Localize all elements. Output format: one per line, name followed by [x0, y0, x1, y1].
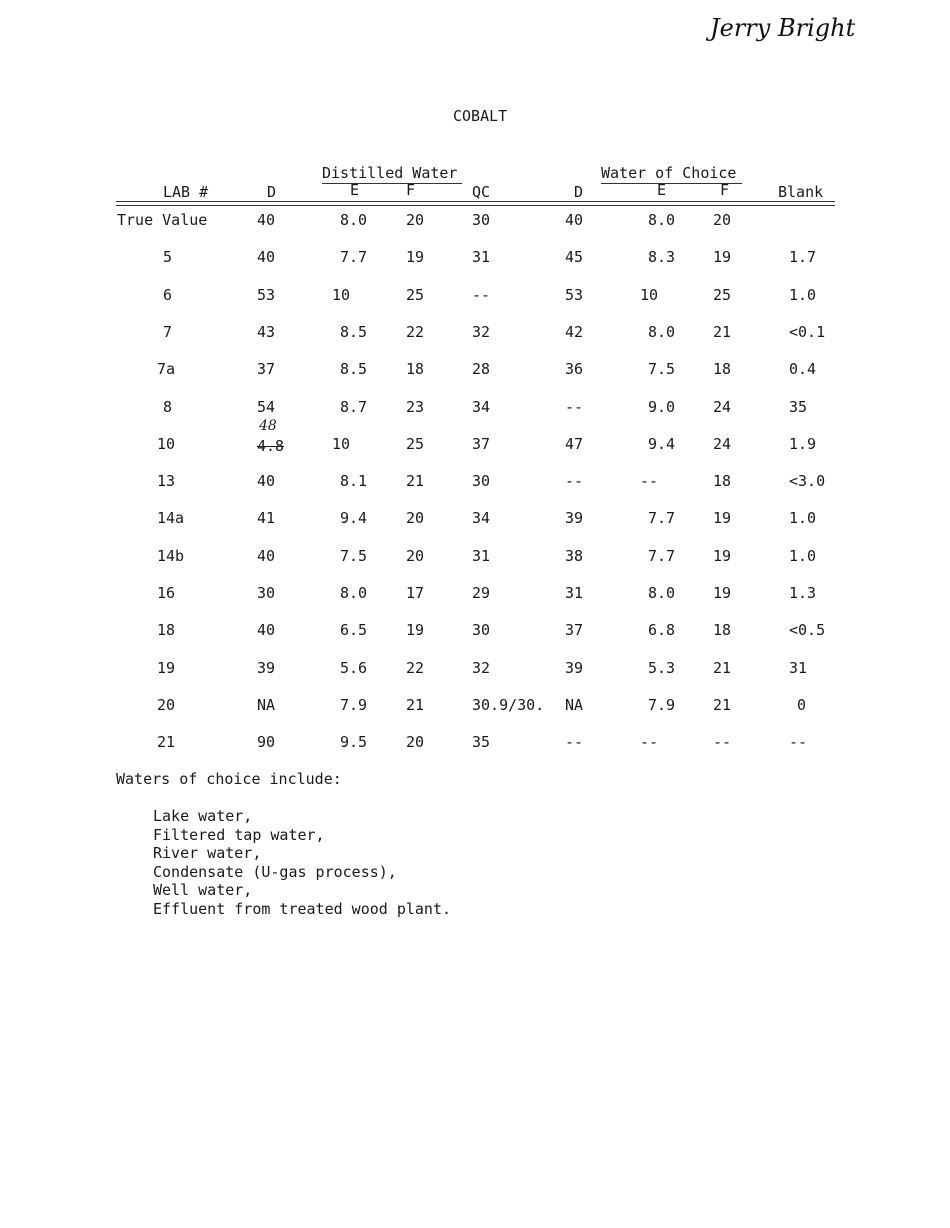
cell-choice-f: 24	[713, 398, 732, 416]
cell-distilled-f: 20	[406, 211, 425, 229]
cell-lab: 19	[157, 659, 176, 677]
cell-blank: 0.4	[789, 360, 817, 378]
cell-blank: 1.7	[789, 248, 817, 266]
cell-lab: 14b	[157, 547, 185, 565]
cell-blank: 0	[797, 696, 807, 714]
notes-list	[153, 807, 451, 918]
cell-choice-d: --	[565, 398, 584, 416]
handwritten-correction: 48	[259, 418, 277, 434]
cell-choice-e: 7.7	[648, 547, 676, 565]
cell-lab: 18	[157, 621, 176, 639]
cell-choice-e: 7.5	[648, 360, 676, 378]
cell-lab: 5	[163, 248, 173, 266]
cell-lab: 21	[157, 733, 176, 751]
col-header-blank: Blank	[778, 183, 824, 201]
cell-distilled-f: 19	[406, 621, 425, 639]
cell-distilled-e: 5.6	[340, 659, 368, 677]
cell-distilled-d: 4.8	[257, 437, 285, 455]
cell-qc: 32	[472, 659, 491, 677]
cell-choice-f: 20	[713, 211, 732, 229]
cell-lab: 8	[163, 398, 173, 416]
cell-distilled-d: 53	[257, 286, 276, 304]
cell-distilled-e: 10	[332, 435, 351, 453]
signature: Jerry Bright	[710, 14, 856, 42]
cell-choice-d: 31	[565, 584, 584, 602]
col-header-f2: F	[720, 181, 730, 199]
cell-distilled-d: 40	[257, 248, 276, 266]
cell-distilled-e: 10	[332, 286, 351, 304]
cell-choice-d: --	[565, 472, 584, 490]
cell-choice-f: 19	[713, 584, 732, 602]
cell-distilled-d: 90	[257, 733, 276, 751]
cell-blank: 31	[789, 659, 808, 677]
cell-choice-f: 18	[713, 360, 732, 378]
cell-distilled-d: 40	[257, 621, 276, 639]
cell-choice-e: 6.8	[648, 621, 676, 639]
cell-choice-f: 19	[713, 547, 732, 565]
cell-distilled-e: 6.5	[340, 621, 368, 639]
cell-choice-f: 19	[713, 509, 732, 527]
cell-qc: 30	[472, 211, 491, 229]
cell-distilled-f: 21	[406, 696, 425, 714]
group-header-distilled: Distilled Water	[322, 164, 458, 182]
cell-lab: 10	[157, 435, 176, 453]
cell-distilled-e: 7.9	[340, 696, 368, 714]
cell-qc: 30	[472, 621, 491, 639]
cell-distilled-f: 17	[406, 584, 425, 602]
cell-distilled-f: 18	[406, 360, 425, 378]
cell-qc: 34	[472, 509, 491, 527]
cell-distilled-f: 19	[406, 248, 425, 266]
cell-qc: --	[472, 286, 491, 304]
cell-choice-e: 8.3	[648, 248, 676, 266]
cell-distilled-d: 37	[257, 360, 276, 378]
cell-choice-f: 25	[713, 286, 732, 304]
cell-choice-e: 9.4	[648, 435, 676, 453]
cell-blank: 1.9	[789, 435, 817, 453]
cell-choice-e: 10	[640, 286, 659, 304]
cell-choice-e: 7.7	[648, 509, 676, 527]
col-header-qc: QC	[472, 183, 491, 201]
notes-heading: Waters of choice include:	[116, 770, 342, 788]
cell-choice-d: 39	[565, 509, 584, 527]
cell-distilled-d: 41	[257, 509, 276, 527]
cell-qc: 30	[472, 472, 491, 490]
cell-choice-f: --	[713, 733, 732, 751]
cell-choice-d: 37	[565, 621, 584, 639]
cell-blank: 1.0	[789, 286, 817, 304]
cell-distilled-e: 8.7	[340, 398, 368, 416]
cell-blank: --	[789, 733, 808, 751]
cell-choice-d: 38	[565, 547, 584, 565]
cell-choice-f: 21	[713, 696, 732, 714]
cell-choice-d: 47	[565, 435, 584, 453]
cell-choice-e: --	[640, 472, 659, 490]
cell-qc: 28	[472, 360, 491, 378]
cell-choice-f: 24	[713, 435, 732, 453]
cell-distilled-f: 25	[406, 435, 425, 453]
cell-choice-d: 40	[565, 211, 584, 229]
cell-qc: 34	[472, 398, 491, 416]
cell-distilled-e: 8.1	[340, 472, 368, 490]
cell-distilled-f: 25	[406, 286, 425, 304]
col-header-e1: E	[350, 181, 360, 199]
cell-qc: 30.9/30.	[472, 696, 545, 714]
cell-distilled-f: 20	[406, 733, 425, 751]
cell-choice-f: 21	[713, 659, 732, 677]
cell-distilled-d: NA	[257, 696, 276, 714]
cell-qc: 31	[472, 547, 491, 565]
cell-choice-e: 9.0	[648, 398, 676, 416]
col-header-f1: F	[406, 181, 416, 199]
cell-blank: 1.3	[789, 584, 817, 602]
page-title: COBALT	[453, 107, 508, 125]
cell-blank: <0.1	[789, 323, 826, 341]
cell-lab: 14a	[157, 509, 185, 527]
cell-distilled-d: 54	[257, 398, 276, 416]
cell-distilled-f: 20	[406, 509, 425, 527]
note-item: Condensate (U-gas process),	[153, 862, 397, 881]
cell-lab: 20	[157, 696, 176, 714]
cell-distilled-e: 8.5	[340, 360, 368, 378]
cell-distilled-d: 40	[257, 211, 276, 229]
cell-blank: 1.0	[789, 547, 817, 565]
group-header-choice: Water of Choice	[601, 164, 737, 182]
cell-choice-f: 21	[713, 323, 732, 341]
col-header-e2: E	[657, 181, 667, 199]
cell-lab: 7a	[157, 360, 176, 378]
cell-choice-d: 53	[565, 286, 584, 304]
cell-distilled-d: 30	[257, 584, 276, 602]
note-item: Effluent from treated wood plant.	[153, 899, 452, 918]
cell-distilled-d: 40	[257, 472, 276, 490]
cell-choice-f: 19	[713, 248, 732, 266]
cell-qc: 31	[472, 248, 491, 266]
cell-distilled-f: 20	[406, 547, 425, 565]
cell-lab: 16	[157, 584, 176, 602]
cell-distilled-f: 22	[406, 659, 425, 677]
cell-choice-d: 42	[565, 323, 584, 341]
cell-blank: 1.0	[789, 509, 817, 527]
cell-distilled-e: 9.4	[340, 509, 368, 527]
cell-choice-e: 8.0	[648, 584, 676, 602]
cell-distilled-e: 7.5	[340, 547, 368, 565]
cell-distilled-e: 8.0	[340, 584, 368, 602]
cell-blank: <3.0	[789, 472, 826, 490]
cell-lab: 6	[163, 286, 173, 304]
cell-lab: 7	[163, 323, 173, 341]
col-header-d2: D	[574, 183, 584, 201]
cell-qc: 29	[472, 584, 491, 602]
cell-choice-d: 36	[565, 360, 584, 378]
cell-choice-d: 45	[565, 248, 584, 266]
cell-distilled-e: 9.5	[340, 733, 368, 751]
cell-choice-e: --	[640, 733, 659, 751]
cell-qc: 37	[472, 435, 491, 453]
note-item: Filtered tap water,	[153, 825, 325, 844]
cell-distilled-d: 40	[257, 547, 276, 565]
cell-choice-e: 7.9	[648, 696, 676, 714]
cell-distilled-f: 22	[406, 323, 425, 341]
cell-choice-d: NA	[565, 696, 584, 714]
cell-choice-d: --	[565, 733, 584, 751]
header-double-rule	[116, 201, 835, 206]
cell-choice-f: 18	[713, 472, 732, 490]
cell-choice-e: 8.0	[648, 323, 676, 341]
cell-blank: <0.5	[789, 621, 826, 639]
cell-distilled-d: 39	[257, 659, 276, 677]
cell-distilled-f: 23	[406, 398, 425, 416]
cell-choice-d: 39	[565, 659, 584, 677]
note-item: Lake water,	[153, 807, 253, 825]
col-header-d1: D	[267, 183, 277, 201]
note-item: Well water,	[153, 881, 253, 899]
cell-choice-e: 5.3	[648, 659, 676, 677]
cell-blank: 35	[789, 398, 808, 416]
cell-lab: 13	[157, 472, 176, 490]
col-header-lab: LAB #	[163, 183, 209, 201]
cell-qc: 35	[472, 733, 491, 751]
cell-distilled-e: 8.5	[340, 323, 368, 341]
note-item: River water,	[153, 844, 262, 862]
group-underline-distilled	[322, 183, 462, 184]
cell-choice-f: 18	[713, 621, 732, 639]
cell-distilled-f: 21	[406, 472, 425, 490]
cell-lab: True Value	[117, 211, 208, 229]
cell-distilled-d: 43	[257, 323, 276, 341]
cell-choice-e: 8.0	[648, 211, 676, 229]
cell-distilled-e: 7.7	[340, 248, 368, 266]
cell-qc: 32	[472, 323, 491, 341]
cell-distilled-e: 8.0	[340, 211, 368, 229]
